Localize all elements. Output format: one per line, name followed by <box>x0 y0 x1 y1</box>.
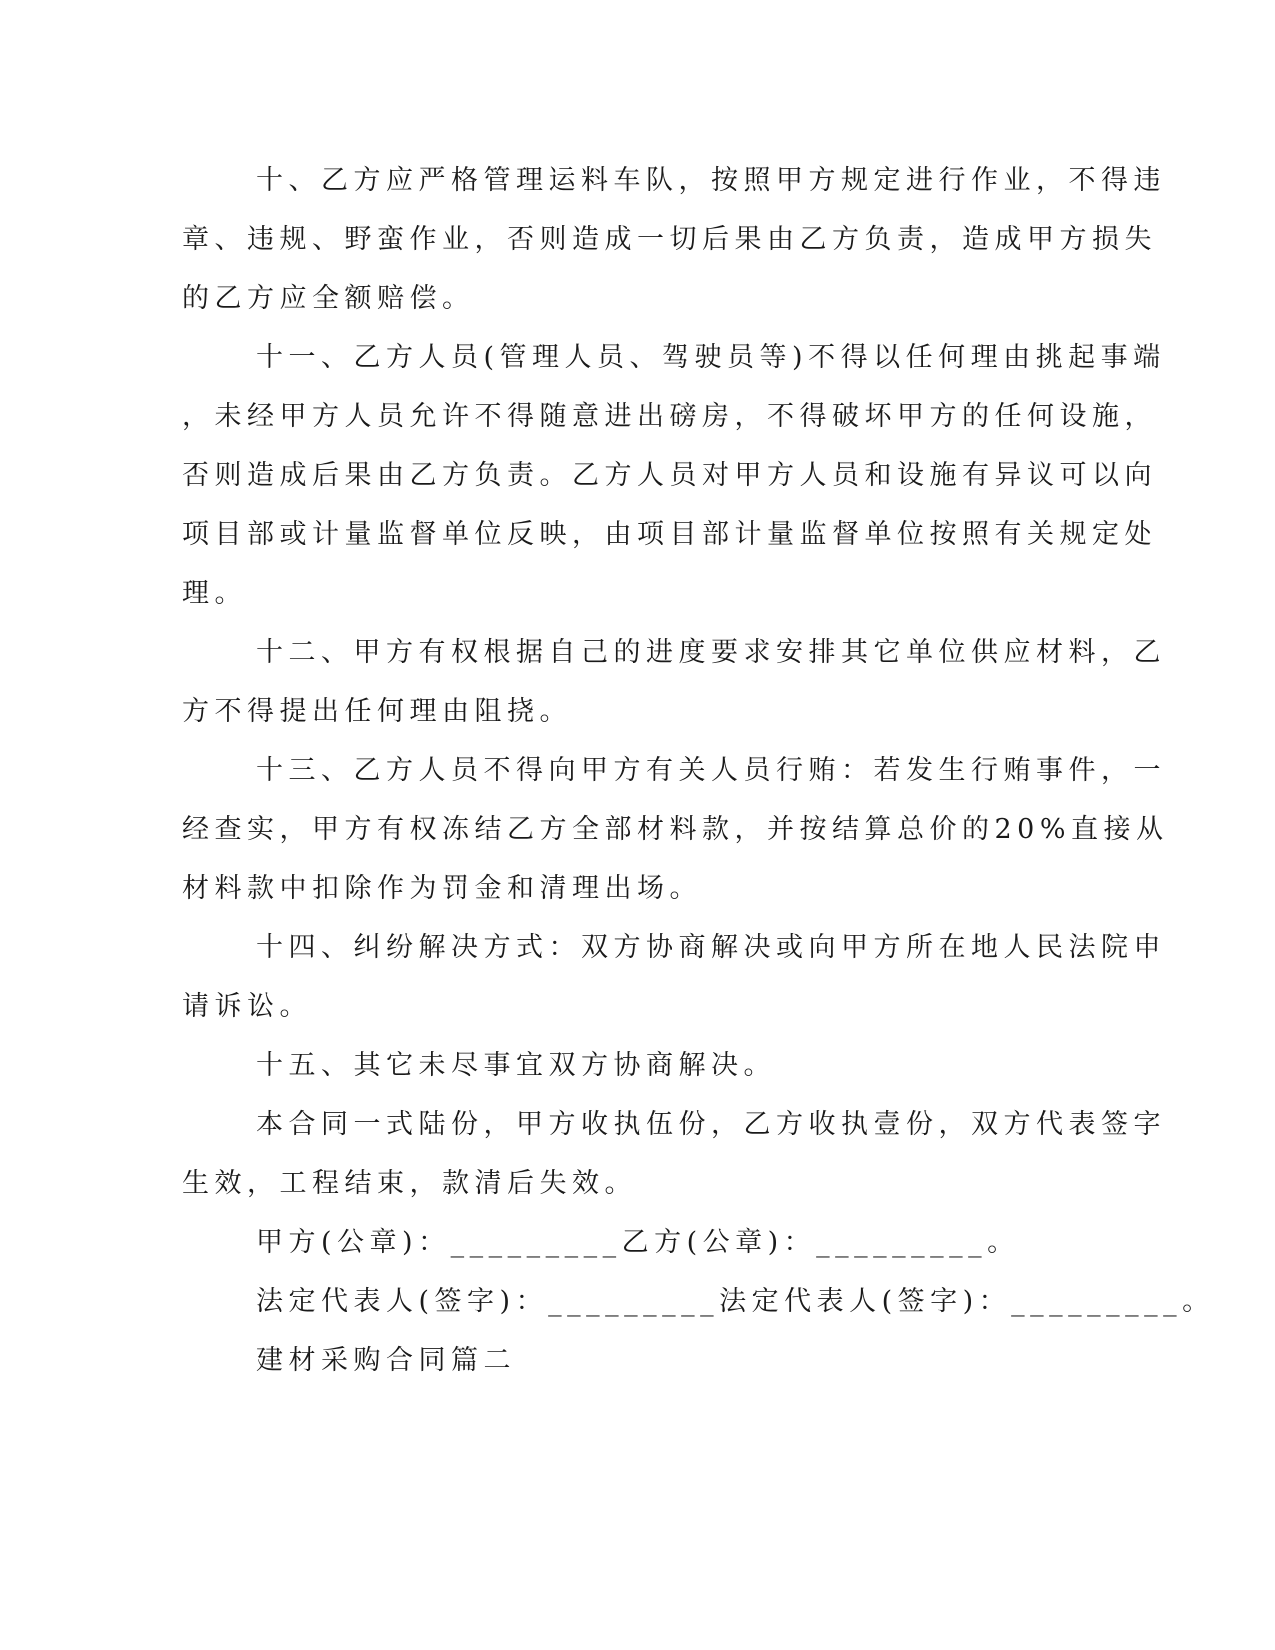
clause-10-line-2: 章、违规、野蛮作业，否则造成一切后果由乙方负责，造成甲方损失 <box>182 224 1157 255</box>
next-section-title: 建材采购合同篇二 <box>256 1345 516 1376</box>
clause-14-line-1: 十四、纠纷解决方式：双方协商解决或向甲方所在地人民法院申 <box>256 932 1166 963</box>
clause-11-line-5: 理。 <box>182 578 247 609</box>
clause-11-line-1: 十一、乙方人员(管理人员、驾驶员等)不得以任何理由挑起事端 <box>256 342 1166 373</box>
clause-11-line-2: ，未经甲方人员允许不得随意进出磅房，不得破坏甲方的任何设施， <box>182 401 1157 432</box>
clause-13-line-3: 材料款中扣除作为罚金和清理出场。 <box>182 873 702 904</box>
signature-seals-line: 甲方(公章)：_________乙方(公章)：_________。 <box>256 1227 1020 1258</box>
clause-11-line-3: 否则造成后果由乙方负责。乙方人员对甲方人员和设施有异议可以向 <box>182 460 1157 491</box>
clause-12-line-2: 方不得提出任何理由阻挠。 <box>182 696 572 727</box>
clause-12-line-1: 十二、甲方有权根据自己的进度要求安排其它单位供应材料，乙 <box>256 637 1166 668</box>
clause-13-line-2: 经查实，甲方有权冻结乙方全部材料款，并按结算总价的20%直接从 <box>182 814 1169 845</box>
signature-representatives-line: 法定代表人(签字)：_________法定代表人(签字)：_________。 <box>256 1286 1215 1317</box>
copies-line-2: 生效，工程结束，款清后失效。 <box>182 1168 637 1199</box>
copies-line-1: 本合同一式陆份，甲方收执伍份，乙方收执壹份，双方代表签字 <box>256 1109 1166 1140</box>
clause-14-line-2: 请诉讼。 <box>182 991 312 1022</box>
clause-10-line-1: 十、乙方应严格管理运料车队，按照甲方规定进行作业，不得违 <box>256 165 1166 196</box>
clause-11-line-4: 项目部或计量监督单位反映，由项目部计量监督单位按照有关规定处 <box>182 519 1157 550</box>
clause-10-line-3: 的乙方应全额赔偿。 <box>182 283 475 314</box>
clause-15-line-1: 十五、其它未尽事宜双方协商解决。 <box>256 1050 776 1081</box>
clause-13-line-1: 十三、乙方人员不得向甲方有关人员行贿：若发生行贿事件，一 <box>256 755 1166 786</box>
